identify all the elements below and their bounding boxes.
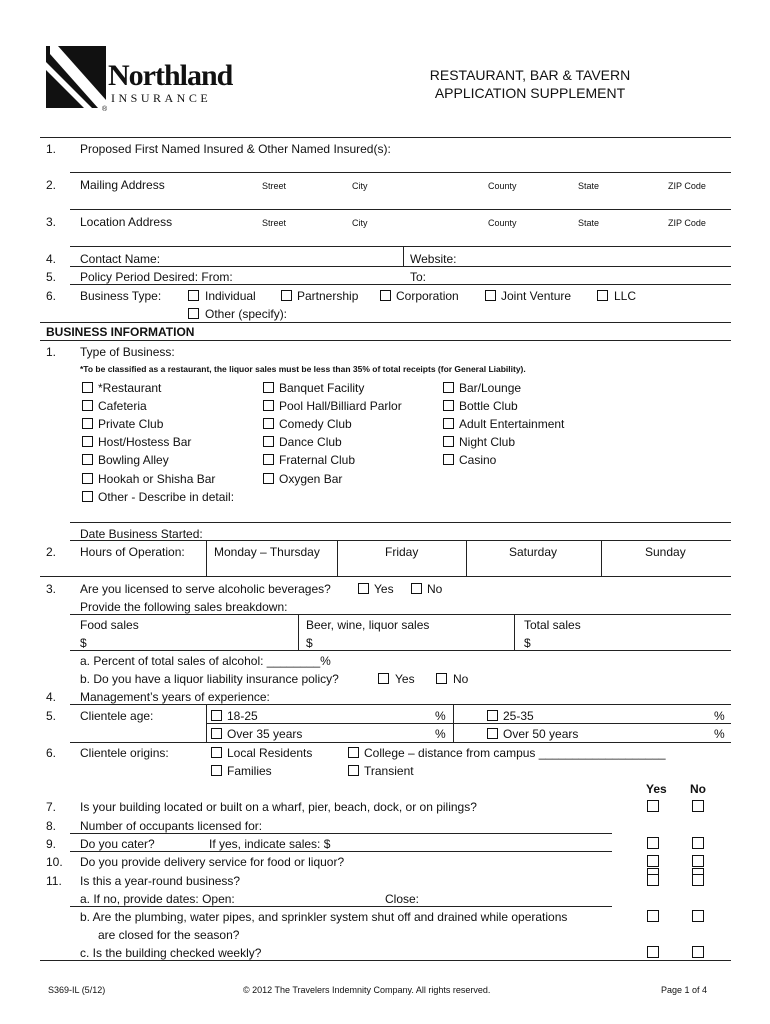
q7-yes-checkbox[interactable] bbox=[647, 800, 659, 812]
individual-label: Individual bbox=[205, 289, 256, 303]
liquor-liability-yes-label: Yes bbox=[395, 672, 415, 686]
business-type-label: Business Type: bbox=[80, 289, 162, 303]
page-number: Page 1 of 4 bbox=[661, 985, 708, 995]
named-insured-label: Proposed First Named Insured & Other Named Insured(s): bbox=[80, 142, 391, 156]
liquor-liability-no-checkbox[interactable] bbox=[436, 673, 447, 684]
private-club-label: Private Club bbox=[98, 417, 164, 431]
hookah-or-shisha-bar-checkbox[interactable] bbox=[82, 473, 93, 484]
adult-entertainment-checkbox[interactable] bbox=[443, 418, 454, 429]
location-state-label: State bbox=[578, 218, 600, 228]
age-25-35-percent: % bbox=[714, 709, 725, 723]
q11c-yes-checkbox[interactable] bbox=[647, 946, 659, 958]
q5-number: 5. bbox=[46, 270, 57, 284]
location-city-label: City bbox=[352, 218, 368, 228]
other-describe-in-detail-checkbox[interactable] bbox=[82, 491, 93, 502]
website-label: Website: bbox=[410, 252, 457, 266]
fraternal-club-label: Fraternal Club bbox=[279, 453, 356, 467]
bwl-sales-label: Beer, wine, liquor sales bbox=[306, 618, 430, 632]
families-label: Families bbox=[227, 764, 272, 778]
licensed-no-label: No bbox=[427, 582, 443, 596]
other-business-type-label: Other (specify): bbox=[205, 307, 288, 321]
food-sales-dollar: $ bbox=[80, 636, 87, 650]
date-business-started-label: Date Business Started: bbox=[80, 527, 203, 541]
age-18-25-checkbox[interactable] bbox=[211, 710, 222, 721]
total-sales-label: Total sales bbox=[524, 618, 581, 632]
dance-club-checkbox[interactable] bbox=[263, 436, 274, 447]
clientele-origins-label: Clientele origins: bbox=[80, 746, 169, 760]
age-over-35-checkbox[interactable] bbox=[211, 728, 222, 739]
provide-dates-close-label: Close: bbox=[385, 892, 420, 906]
logo-name: Northland bbox=[108, 59, 233, 92]
hours-friday: Friday bbox=[385, 545, 419, 559]
bi-q4-number: 4. bbox=[46, 690, 57, 704]
college-checkbox[interactable] bbox=[348, 747, 359, 758]
occupants-licensed-label: Number of occupants licensed for: bbox=[80, 819, 263, 833]
pool-hall-billiard-parlor-label: Pool Hall/Billiard Parlor bbox=[279, 399, 402, 413]
location-address-label: Location Address bbox=[80, 215, 173, 229]
joint-venture-label: Joint Venture bbox=[501, 289, 572, 303]
adult-entertainment-label: Adult Entertainment bbox=[459, 417, 565, 431]
bowling-alley-label: Bowling Alley bbox=[98, 453, 169, 467]
hours-of-operation-label: Hours of Operation: bbox=[80, 545, 185, 559]
casino-checkbox[interactable] bbox=[443, 454, 454, 465]
bi-q6-number: 6. bbox=[46, 746, 57, 760]
fraternal-club-checkbox[interactable] bbox=[263, 454, 274, 465]
mailing-city-label: City bbox=[352, 181, 368, 191]
age-25-35-checkbox[interactable] bbox=[487, 710, 498, 721]
cafeteria-checkbox[interactable] bbox=[82, 400, 93, 411]
form-title bbox=[380, 66, 680, 102]
q2-number: 2. bbox=[46, 178, 57, 192]
mailing-street-label: Street bbox=[262, 181, 287, 191]
bwl-sales-dollar: $ bbox=[306, 636, 313, 650]
local-residents-label: Local Residents bbox=[227, 746, 313, 760]
clientele-age-label: Clientele age: bbox=[80, 709, 154, 723]
llc-label: LLC bbox=[614, 289, 637, 303]
bi-q8-number: 8. bbox=[46, 819, 57, 833]
age-over-50-label: Over 50 years bbox=[503, 727, 579, 741]
northland-logo-icon bbox=[46, 46, 106, 108]
dance-club-label: Dance Club bbox=[279, 435, 342, 449]
q10-no-checkbox[interactable] bbox=[692, 855, 704, 867]
food-sales-label: Food sales bbox=[80, 618, 139, 632]
partnership-checkbox[interactable] bbox=[281, 290, 292, 301]
plumbing-shutoff-question-line2: are closed for the season? bbox=[98, 928, 240, 942]
type-of-business-label: Type of Business: bbox=[80, 345, 175, 359]
title-line-1: RESTAURANT, BAR & TAVERN bbox=[429, 67, 631, 83]
bi-q9-number: 9. bbox=[46, 837, 57, 851]
q1-number: 1. bbox=[46, 142, 57, 156]
logo-registered: ® bbox=[102, 106, 108, 113]
q4-number: 4. bbox=[46, 252, 57, 266]
age-over-50-checkbox[interactable] bbox=[487, 728, 498, 739]
q9-yes-checkbox[interactable] bbox=[647, 837, 659, 849]
age-over-35-percent: % bbox=[435, 727, 446, 741]
q10-yes-checkbox[interactable] bbox=[647, 855, 659, 867]
llc-checkbox[interactable] bbox=[597, 290, 608, 301]
local-residents-checkbox[interactable] bbox=[211, 747, 222, 758]
mailing-county-label: County bbox=[488, 181, 517, 191]
joint-venture-checkbox[interactable] bbox=[485, 290, 496, 301]
corporation-checkbox[interactable] bbox=[380, 290, 391, 301]
age-over-50-percent: % bbox=[714, 727, 725, 741]
policy-period-to-label: To: bbox=[410, 270, 427, 284]
other-describe-in-detail-label: Other - Describe in detail: bbox=[98, 490, 235, 504]
age-25-35-label: 25-35 bbox=[503, 709, 534, 723]
liquor-liability-no-label: No bbox=[453, 672, 469, 686]
banquet-facility-checkbox[interactable] bbox=[263, 382, 274, 393]
alcohol-percent-question: a. Percent of total sales of alcohol: ________% bbox=[80, 654, 331, 668]
transient-label: Transient bbox=[364, 764, 414, 778]
age-over-35-label: Over 35 years bbox=[227, 727, 303, 741]
restaurant-label: *Restaurant bbox=[98, 381, 162, 395]
restaurant-classification-note: *To be classified as a restaurant, the liquor sales must be less than 35% of total receipts (for General Liability). bbox=[80, 364, 526, 374]
bi-q7-number: 7. bbox=[46, 800, 57, 814]
location-zip-label: ZIP Code bbox=[668, 218, 706, 228]
plumbing-shutoff-question-line1: b. Are the plumbing, water pipes, and sprinkler system shut off and drained while operations bbox=[80, 910, 568, 924]
wharf-pier-question: Is your building located or built on a wharf, pier, beach, dock, or on pilings? bbox=[80, 800, 477, 814]
cater-question: Do you cater? bbox=[80, 837, 155, 851]
total-sales-dollar: $ bbox=[524, 636, 531, 650]
contact-name-label: Contact Name: bbox=[80, 252, 161, 266]
individual-checkbox[interactable] bbox=[188, 290, 199, 301]
bi-q11-number: 11. bbox=[46, 874, 62, 888]
partnership-label: Partnership bbox=[297, 289, 359, 303]
host-hostess-bar-label: Host/Hostess Bar bbox=[98, 435, 192, 449]
other-business-type-checkbox[interactable] bbox=[188, 308, 199, 319]
college-label: College – distance from campus ___________________ bbox=[364, 746, 666, 760]
bi-q2-number: 2. bbox=[46, 545, 57, 559]
q11b-no-checkbox[interactable] bbox=[692, 910, 704, 922]
banquet-facility-label: Banquet Facility bbox=[279, 381, 365, 395]
mailing-zip-label: ZIP Code bbox=[668, 181, 706, 191]
bottle-club-checkbox[interactable] bbox=[443, 400, 454, 411]
families-checkbox[interactable] bbox=[211, 765, 222, 776]
comedy-club-label: Comedy Club bbox=[279, 417, 352, 431]
q11-no-checkbox[interactable] bbox=[692, 874, 704, 886]
title-line-2: APPLICATION SUPPLEMENT bbox=[434, 85, 626, 101]
management-experience-label: Management’s years of experience: bbox=[80, 690, 270, 704]
bi-q3-number: 3. bbox=[46, 582, 57, 596]
pool-hall-billiard-parlor-checkbox[interactable] bbox=[263, 400, 274, 411]
bi-q1-number: 1. bbox=[46, 345, 57, 359]
q9-no-checkbox[interactable] bbox=[692, 837, 704, 849]
yes-column-header: Yes bbox=[646, 782, 667, 796]
bi-q10-number: 10. bbox=[46, 855, 63, 869]
q11c-no-checkbox[interactable] bbox=[692, 946, 704, 958]
restaurant-checkbox[interactable] bbox=[82, 382, 93, 393]
business-information-heading: BUSINESS INFORMATION bbox=[46, 325, 195, 339]
logo-subtitle: INSURANCE bbox=[111, 91, 212, 105]
cafeteria-label: Cafeteria bbox=[98, 399, 147, 413]
licensed-alcohol-question: Are you licensed to serve alcoholic beverages? bbox=[80, 582, 331, 596]
hours-saturday: Saturday bbox=[509, 545, 558, 559]
mailing-state-label: State bbox=[578, 181, 600, 191]
casino-label: Casino bbox=[459, 453, 497, 467]
mailing-address-label: Mailing Address bbox=[80, 178, 165, 192]
copyright: © 2012 The Travelers Indemnity Company. All rights reserved. bbox=[243, 985, 491, 995]
bi-q5-number: 5. bbox=[46, 709, 57, 723]
q7-no-checkbox[interactable] bbox=[692, 800, 704, 812]
sales-breakdown-label: Provide the following sales breakdown: bbox=[80, 600, 288, 614]
bar-lounge-checkbox[interactable] bbox=[443, 382, 454, 393]
year-round-question: Is this a year-round business? bbox=[80, 874, 241, 888]
q11-yes-checkbox[interactable] bbox=[647, 874, 659, 886]
age-18-25-label: 18-25 bbox=[227, 709, 258, 723]
delivery-service-question: Do you provide delivery service for food or liquor? bbox=[80, 855, 345, 869]
catering-sales-label: If yes, indicate sales: $ bbox=[209, 837, 331, 851]
liquor-liability-question: b. Do you have a liquor liability insurance policy? bbox=[80, 672, 339, 686]
corporation-label: Corporation bbox=[396, 289, 459, 303]
host-hostess-bar-checkbox[interactable] bbox=[82, 436, 93, 447]
licensed-no-checkbox[interactable] bbox=[411, 583, 422, 594]
bowling-alley-checkbox[interactable] bbox=[82, 454, 93, 465]
licensed-yes-checkbox[interactable] bbox=[358, 583, 369, 594]
comedy-club-checkbox[interactable] bbox=[263, 418, 274, 429]
hours-sunday: Sunday bbox=[645, 545, 686, 559]
transient-checkbox[interactable] bbox=[348, 765, 359, 776]
private-club-checkbox[interactable] bbox=[82, 418, 93, 429]
form-id: S369-IL (5/12) bbox=[48, 985, 106, 995]
q11b-yes-checkbox[interactable] bbox=[647, 910, 659, 922]
age-18-25-percent: % bbox=[435, 709, 446, 723]
night-club-label: Night Club bbox=[459, 435, 516, 449]
q6-number: 6. bbox=[46, 289, 57, 303]
building-checked-weekly-question: c. Is the building checked weekly? bbox=[80, 946, 262, 960]
bottle-club-label: Bottle Club bbox=[459, 399, 518, 413]
liquor-liability-yes-checkbox[interactable] bbox=[378, 673, 389, 684]
night-club-checkbox[interactable] bbox=[443, 436, 454, 447]
q3-number: 3. bbox=[46, 215, 57, 229]
location-county-label: County bbox=[488, 218, 517, 228]
oxygen-bar-checkbox[interactable] bbox=[263, 473, 274, 484]
provide-dates-open-label: a. If no, provide dates: Open: bbox=[80, 892, 235, 906]
bar-lounge-label: Bar/Lounge bbox=[459, 381, 522, 395]
hours-monday-thursday: Monday – Thursday bbox=[214, 545, 320, 559]
licensed-yes-label: Yes bbox=[374, 582, 394, 596]
policy-period-from-label: Policy Period Desired: From: bbox=[80, 270, 233, 284]
hookah-or-shisha-bar-label: Hookah or Shisha Bar bbox=[98, 472, 216, 486]
oxygen-bar-label: Oxygen Bar bbox=[279, 472, 343, 486]
location-street-label: Street bbox=[262, 218, 287, 228]
no-column-header: No bbox=[690, 782, 706, 796]
